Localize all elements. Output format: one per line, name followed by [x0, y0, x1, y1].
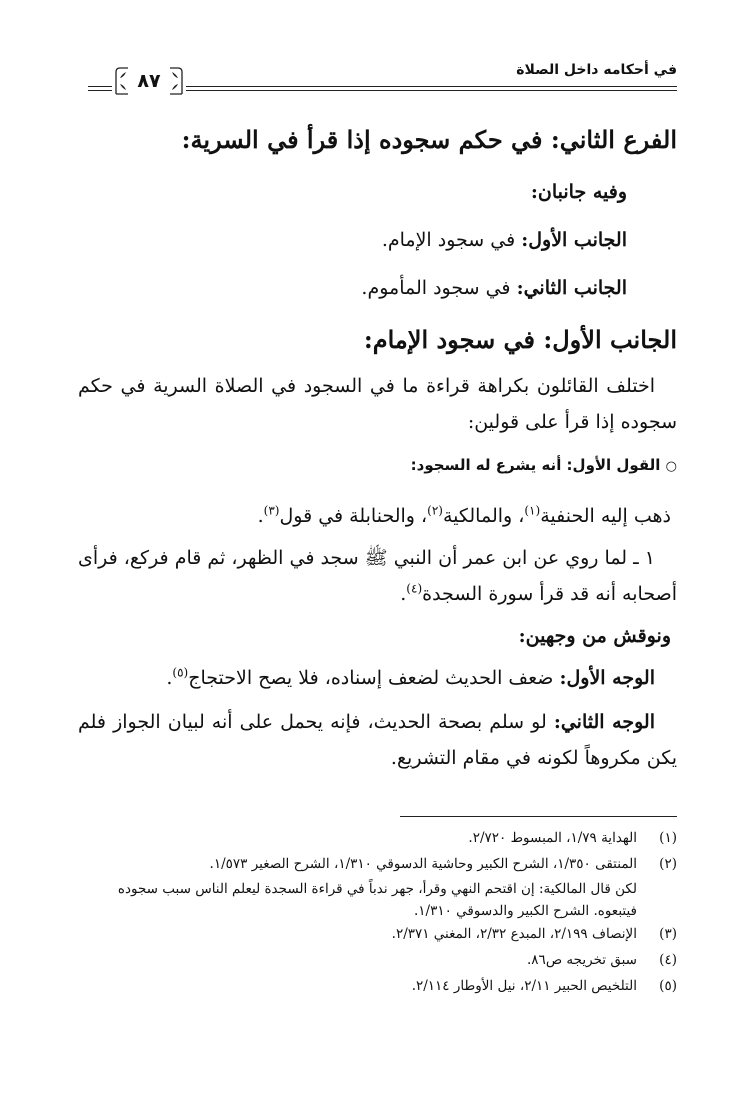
footnote-number: (٢) [659, 856, 677, 872]
footnote-text: الهداية ١/٧٩، المبسوط ٢/٧٢٠. [468, 830, 637, 846]
header-rule [88, 90, 112, 91]
supporters-text: ، والمالكية [442, 505, 525, 527]
footnote-text: التلخيص الحبير ٢/١١، نيل الأوطار ٢/١١٤. [411, 978, 637, 994]
footnote-ref[interactable]: (٢) [427, 503, 443, 518]
supporters-text: ، والحنابلة في قول [279, 505, 428, 527]
supporters-text: ذهب إليه الحنفية [540, 505, 671, 527]
aspect-1-label: الوجه الأول: [559, 667, 655, 689]
page-number: ٨٧ [137, 70, 161, 92]
side-1-text: في سجود الإمام. [381, 229, 516, 251]
running-head: في أحكامه داخل الصلاة [516, 62, 677, 78]
circle-bullet-icon: ○ [665, 459, 677, 474]
evidence-text: ١ ـ لما روي عن ابن عمر أن النبي ﷺ سجد في الظهر، ثم قام فركع، فرأى أصحابه أنه قد قرأ سورة السجدة [78, 547, 677, 605]
spacer [78, 696, 677, 704]
footnotes [78, 826, 677, 1000]
aspect-1-end: . [166, 667, 173, 689]
footnote-ref[interactable]: (١) [524, 503, 541, 518]
footnote [78, 974, 677, 998]
footnote-text: المنتقى ١/٣٥٠، الشرح الكبير وحاشية الدسوقي ١/٣١٠، الشرح الصغير ١/٥٧٣. [209, 856, 637, 872]
footnote-number: (٣) [659, 926, 677, 942]
footnote-ref[interactable]: (٣) [263, 503, 280, 518]
footnote-number: (٤) [659, 952, 677, 968]
footnote-ref[interactable]: (٥) [172, 665, 189, 680]
side-1-label: الجانب الأول: [521, 229, 627, 251]
footnote [78, 922, 677, 946]
side-2-line [78, 264, 677, 312]
evidence-paragraph [78, 540, 677, 612]
supporters-text: . [257, 505, 264, 527]
footnote-text: سبق تخريجه ص٨٦. [527, 952, 637, 968]
aspect-2-label: الوجه الثاني: [553, 711, 655, 733]
footnote-number: (١) [659, 830, 677, 846]
evidence-end: . [400, 583, 407, 605]
footnote-separator [400, 816, 677, 817]
aspect-2-text: لو سلم بصحة الحديث، فإنه يحمل على أنه لبيان الجواز فلم يكن مكروهاً لكونه في مقام التشريع. [78, 711, 677, 769]
opinion-heading [78, 440, 677, 492]
header-rule [186, 90, 677, 91]
footnote [78, 948, 677, 972]
side-2-text: في سجود المأموم. [361, 277, 511, 299]
page-number-frame [114, 66, 184, 96]
discussion-heading: ونوقش من وجهين: [518, 625, 671, 647]
footnote-number: (٥) [659, 978, 677, 994]
header-rule [186, 86, 677, 87]
footnote-ref[interactable]: (٤) [406, 581, 423, 596]
footnote [78, 826, 677, 850]
intro-line: وفيه جانبان: [530, 181, 627, 203]
paragraph: اختلف القائلون بكراهة قراءة ما في السجود في الصلاة السرية في حكم سجوده إذا قرأ على قولين: [78, 375, 677, 433]
section-heading: الفرع الثاني: في حكم سجوده إذا قرأ في السرية: [181, 125, 677, 154]
footnote-continuation: لكن قال المالكية: إن اقتحم النهي وقرأ، جهر ندباً في قراءة السجدة ليعلم الناس سبب سجوده فيتبعوه. الشرح الكبير والدسوقي ١/٣١٠. [117, 881, 637, 919]
aspect-1-paragraph [78, 660, 677, 696]
main-text [78, 112, 677, 776]
header-rule [88, 86, 112, 87]
aspect-1-text: ضعف الحديث لضعف إسناده، فلا يصح الاحتجاج [188, 667, 554, 689]
opinion-title: القول الأول: أنه يشرع له السجود: [410, 456, 661, 474]
side-2-label: الجانب الثاني: [516, 277, 627, 299]
footnote [78, 852, 677, 876]
aspect-2-paragraph [78, 704, 677, 776]
subsection-heading: الجانب الأول: في سجود الإمام: [363, 325, 677, 354]
supporters-line [78, 492, 677, 540]
footnote-text: الإنصاف ٢/١٩٩، المبدع ٢/٣٢، المغني ٢/٣٧١. [391, 926, 637, 942]
side-1-line [78, 216, 677, 264]
